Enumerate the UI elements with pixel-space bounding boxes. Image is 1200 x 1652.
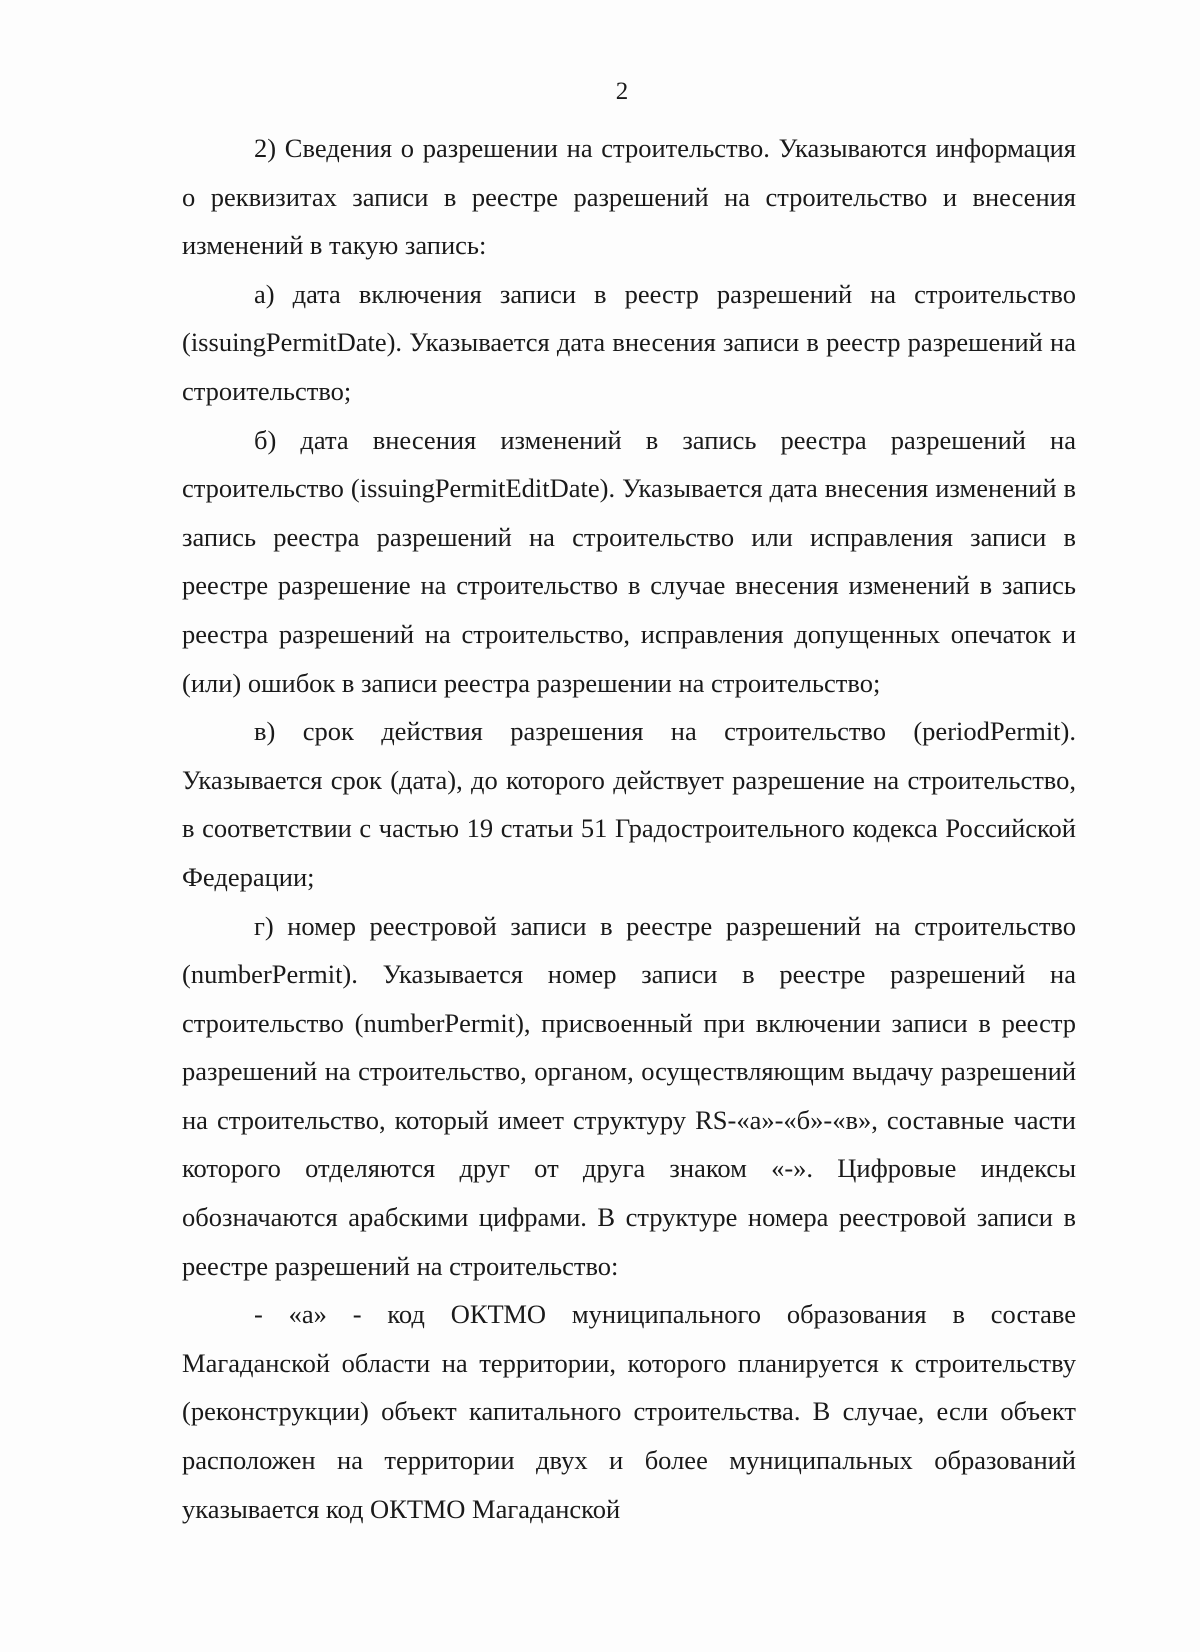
paragraph-issue-date: а) дата включения записи в реестр разрешений на строительство (issuingPermitDate). Указывается дата внесения записи в реестр разрешений на строительство; — [182, 278, 1076, 406]
paragraph-permit-info: 2) Сведения о разрешении на строительство. Указываются информация о реквизитах записи в реестре разрешений на строительство и внесения изменений в такую запись: — [182, 133, 1076, 261]
paragraph-period: в) срок действия разрешения на строительство (periodPermit). Указывается срок (дата), до которого действует разрешение на строительство, в соответствии с частью 19 статьи 51 Градостроительного кодекса Российской Федерации; — [182, 716, 1076, 892]
paragraph-edit-date: б) дата внесения изменений в запись реестра разрешений на строительство (issuingPermitEditDate). Указывается дата внесения изменений в запись реестра разрешений на строительство или исправления записи в реестре разрешение на строительство в случае внесения изменений в запись реестра разрешений на строительство, исправления допущенных опечаток и (или) ошибок в записи реестра разрешении на строительство; — [182, 424, 1076, 698]
page-number: 2 — [615, 78, 629, 105]
document-body — [182, 124, 1076, 1533]
paragraph-oktmo: - «а» - код ОКТМО муниципального образования в составе Магаданской области на территории, которого планируется к строительству (реконструкции) объект капитального строительства. В случае, если объект расположен на территории двух и более муниципальных образований указывается код ОКТМО Магаданской — [182, 1299, 1076, 1524]
paragraph-number: г) номер реестровой записи в реестре разрешений на строительство (numberPermit). Указывается номер записи в реестре разрешений на строительство (numberPermit), присвоенный при включении записи в реестр разрешений на строительство, органом, осуществляющим выдачу разрешений на строительство, который имеет структуру RS-«а»-«б»-«в», составные части которого отделяются друг от друга знаком «-». Цифровые индексы обозначаются арабскими цифрами. В структуре номера реестровой записи в реестре разрешений на строительство: — [182, 910, 1076, 1281]
